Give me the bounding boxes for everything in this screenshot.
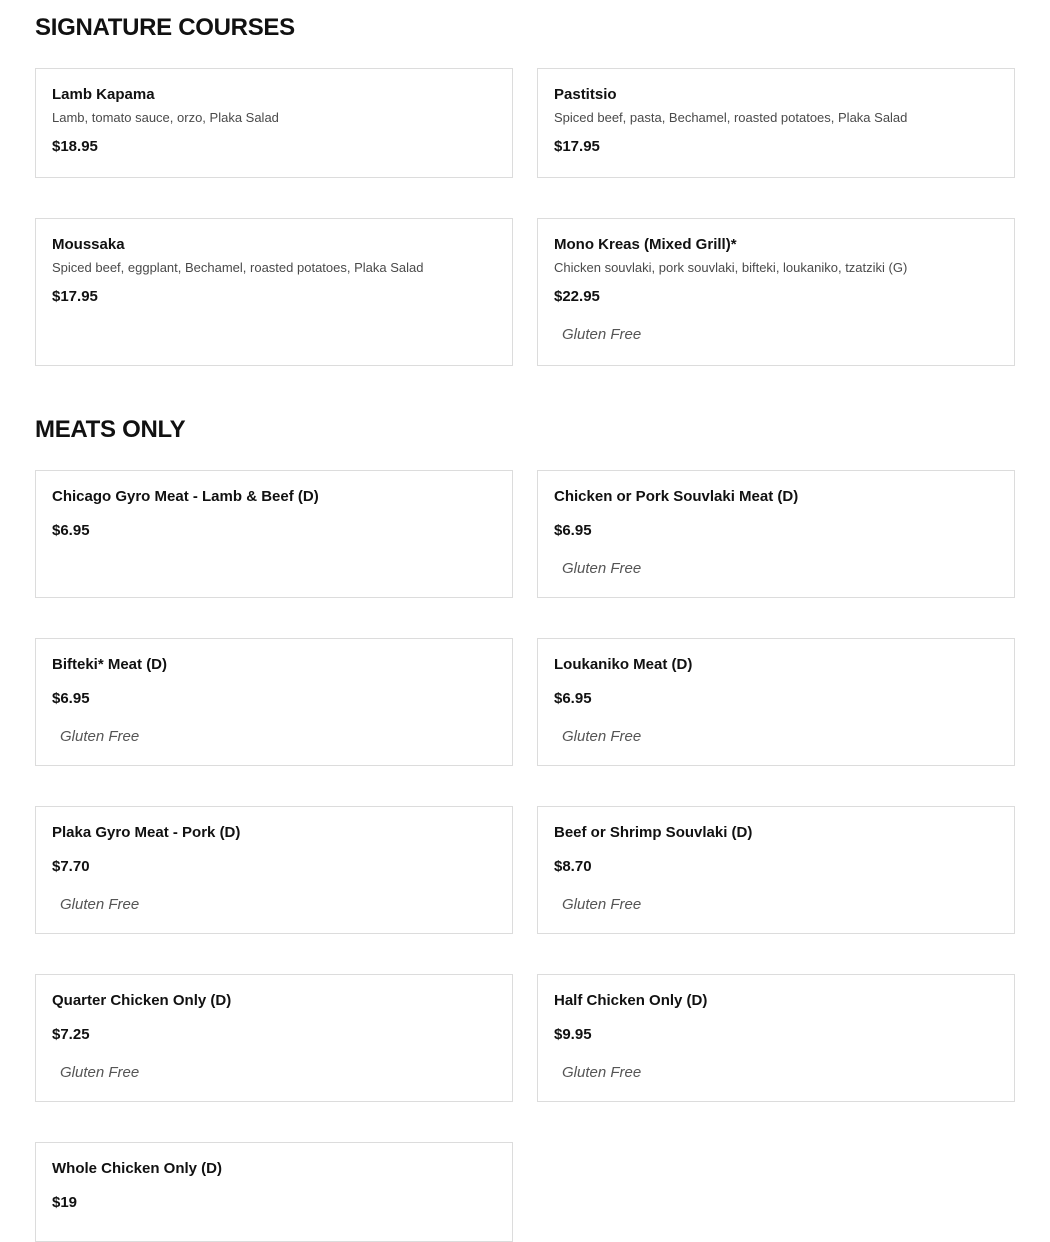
- item-price: $19: [52, 1194, 78, 1211]
- item-price: $9.95: [554, 1026, 592, 1043]
- item-name: Pastitsio: [554, 86, 617, 103]
- menu-item-card[interactable]: [35, 974, 513, 1102]
- item-description: Spiced beef, eggplant, Bechamel, roasted potatoes, Plaka Salad: [52, 260, 424, 275]
- item-price: $6.95: [52, 522, 90, 539]
- menu-item-card[interactable]: [35, 68, 513, 178]
- gluten-free-tag: Gluten Free: [60, 728, 140, 745]
- item-price: $6.95: [52, 690, 90, 707]
- gluten-free-tag: Gluten Free: [60, 1064, 140, 1081]
- item-name: Plaka Gyro Meat - Pork (D): [52, 824, 241, 841]
- item-description: Spiced beef, pasta, Bechamel, roasted potatoes, Plaka Salad: [554, 110, 908, 125]
- menu-item-card[interactable]: [35, 218, 513, 366]
- menu-item-card[interactable]: [537, 470, 1015, 598]
- gluten-free-tag: Gluten Free: [562, 728, 642, 745]
- menu-item-card[interactable]: [35, 470, 513, 598]
- menu-item-card[interactable]: [537, 218, 1015, 366]
- menu-item-card[interactable]: [35, 638, 513, 766]
- gluten-free-tag: Gluten Free: [60, 896, 140, 913]
- menu-item-card[interactable]: [537, 974, 1015, 1102]
- item-name: Whole Chicken Only (D): [52, 1160, 223, 1177]
- item-name: Beef or Shrimp Souvlaki (D): [554, 824, 753, 841]
- gluten-free-tag: Gluten Free: [562, 896, 642, 913]
- item-price: $8.70: [554, 858, 592, 875]
- item-price: $18.95: [52, 138, 98, 155]
- menu-item-card[interactable]: [537, 806, 1015, 934]
- gluten-free-tag: Gluten Free: [562, 560, 642, 577]
- item-description: Lamb, tomato sauce, orzo, Plaka Salad: [52, 110, 279, 125]
- item-price: $7.25: [52, 1026, 90, 1043]
- item-name: Loukaniko Meat (D): [554, 656, 693, 673]
- gluten-free-tag: Gluten Free: [562, 326, 642, 343]
- gluten-free-tag: Gluten Free: [562, 1064, 642, 1081]
- item-name: Mono Kreas (Mixed Grill)*: [554, 236, 737, 253]
- item-name: Bifteki* Meat (D): [52, 656, 168, 673]
- item-name: Moussaka: [52, 236, 125, 253]
- item-price: $6.95: [554, 522, 592, 539]
- menu-item-card[interactable]: [537, 68, 1015, 178]
- item-price: $7.70: [52, 858, 90, 875]
- item-price: $6.95: [554, 690, 592, 707]
- item-price: $17.95: [52, 288, 98, 305]
- item-name: Chicken or Pork Souvlaki Meat (D): [554, 488, 799, 505]
- item-price: $22.95: [554, 288, 600, 305]
- section-title-meats-only: MEATS ONLY: [35, 416, 186, 443]
- menu-item-card[interactable]: [35, 1142, 513, 1242]
- item-name: Half Chicken Only (D): [554, 992, 708, 1009]
- item-price: $17.95: [554, 138, 600, 155]
- menu-item-card[interactable]: [35, 806, 513, 934]
- item-name: Lamb Kapama: [52, 86, 155, 103]
- section-title-signature-courses: SIGNATURE COURSES: [35, 14, 295, 41]
- item-name: Chicago Gyro Meat - Lamb & Beef (D): [52, 488, 319, 505]
- item-name: Quarter Chicken Only (D): [52, 992, 232, 1009]
- item-description: Chicken souvlaki, pork souvlaki, bifteki, loukaniko, tzatziki (G): [554, 260, 908, 275]
- menu-item-card[interactable]: [537, 638, 1015, 766]
